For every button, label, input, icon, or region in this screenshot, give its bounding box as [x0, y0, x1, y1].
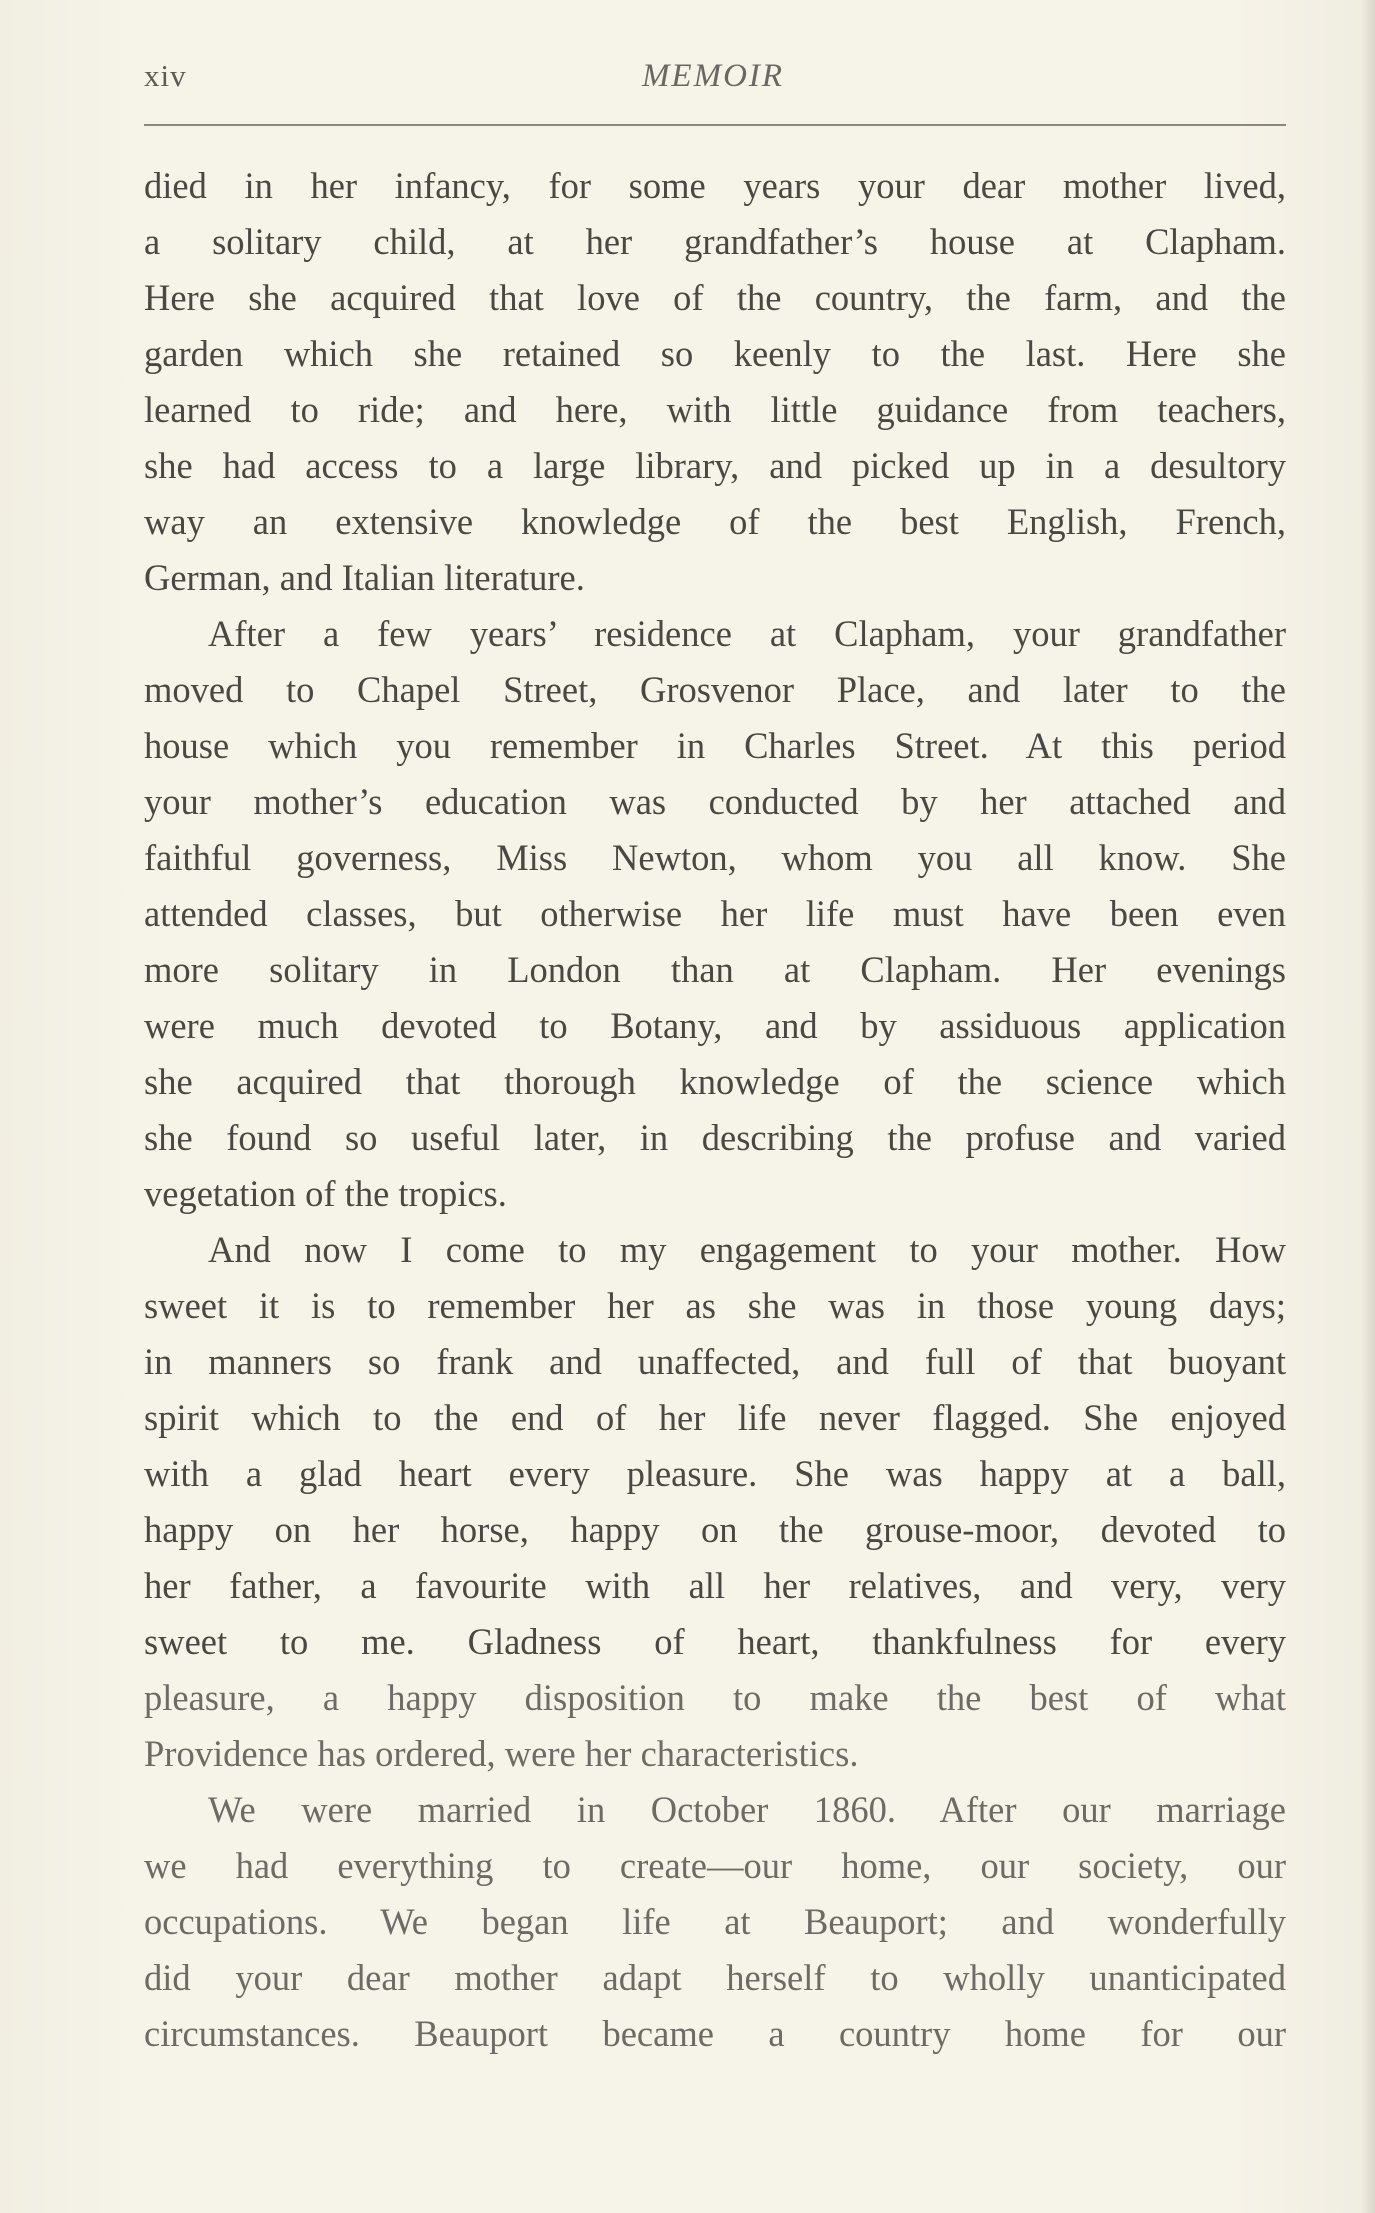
text-line: faithful governess, Miss Newton, whom you all know. She	[144, 837, 1286, 878]
text-line: your mother’s education was conducted by her attached and	[144, 781, 1286, 822]
text-line: she found so useful later, in describing the profuse and varied	[144, 1117, 1286, 1158]
text-line: Here she acquired that love of the country, the farm, and the	[144, 277, 1286, 318]
running-title: MEMOIR	[641, 58, 785, 94]
text-line: happy on her horse, happy on the grouse-moor, devoted to	[144, 1509, 1286, 1550]
text-line: spirit which to the end of her life never flagged. She enjoyed	[144, 1397, 1286, 1438]
text-line: her father, a favourite with all her relatives, and very, very	[144, 1565, 1286, 1606]
text-line: occupations. We began life at Beauport; and wonderfully	[144, 1901, 1286, 1942]
text-line: way an extensive knowledge of the best English, French,	[144, 501, 1286, 542]
text-line: a solitary child, at her grandfather’s house at Clapham.	[144, 221, 1286, 262]
text-line: learned to ride; and here, with little guidance from teachers,	[144, 389, 1286, 430]
page-number: xiv	[144, 58, 187, 93]
text-line: she acquired that thorough knowledge of the science which	[144, 1061, 1286, 1102]
text-line: sweet to me. Gladness of heart, thankfulness for every	[144, 1621, 1286, 1662]
text-line: attended classes, but otherwise her life must have been even	[144, 893, 1286, 934]
text-line: house which you remember in Charles Street. At this period	[144, 725, 1286, 766]
text-line: in manners so frank and unaffected, and full of that buoyant	[144, 1341, 1286, 1382]
text-line: circumstances. Beauport became a country home for our	[144, 2013, 1286, 2054]
paragraph-start-line: After a few years’ residence at Clapham, your grandfather	[208, 613, 1286, 654]
text-line: sweet it is to remember her as she was in those young days;	[144, 1285, 1286, 1326]
body-text	[144, 158, 1286, 2062]
text-line: were much devoted to Botany, and by assiduous application	[144, 1005, 1286, 1046]
text-line: garden which she retained so keenly to the last. Here she	[144, 333, 1286, 374]
text-line: with a glad heart every pleasure. She was happy at a ball,	[144, 1453, 1286, 1494]
page-edge-shadow	[1361, 0, 1375, 2213]
text-line: did your dear mother adapt herself to wholly unanticipated	[144, 1957, 1286, 1998]
text-line: moved to Chapel Street, Grosvenor Place, and later to the	[144, 669, 1286, 710]
text-line: she had access to a large library, and picked up in a desultory	[144, 445, 1286, 486]
text-line: pleasure, a happy disposition to make the best of what	[144, 1677, 1286, 1718]
header-rule	[144, 124, 1286, 126]
paragraph-start-line: We were married in October 1860. After our marriage	[208, 1789, 1286, 1830]
paragraph-end-line: German, and Italian literature.	[144, 557, 585, 598]
text-line: more solitary in London than at Clapham. Her evenings	[144, 949, 1286, 990]
text-line: we had everything to create—our home, our society, our	[144, 1845, 1286, 1886]
paragraph-start-line: And now I come to my engagement to your mother. How	[208, 1229, 1286, 1270]
text-line: died in her infancy, for some years your dear mother lived,	[144, 165, 1286, 206]
paragraph-end-line: vegetation of the tropics.	[144, 1173, 507, 1214]
paragraph-end-line: Providence has ordered, were her characteristics.	[144, 1733, 859, 1774]
